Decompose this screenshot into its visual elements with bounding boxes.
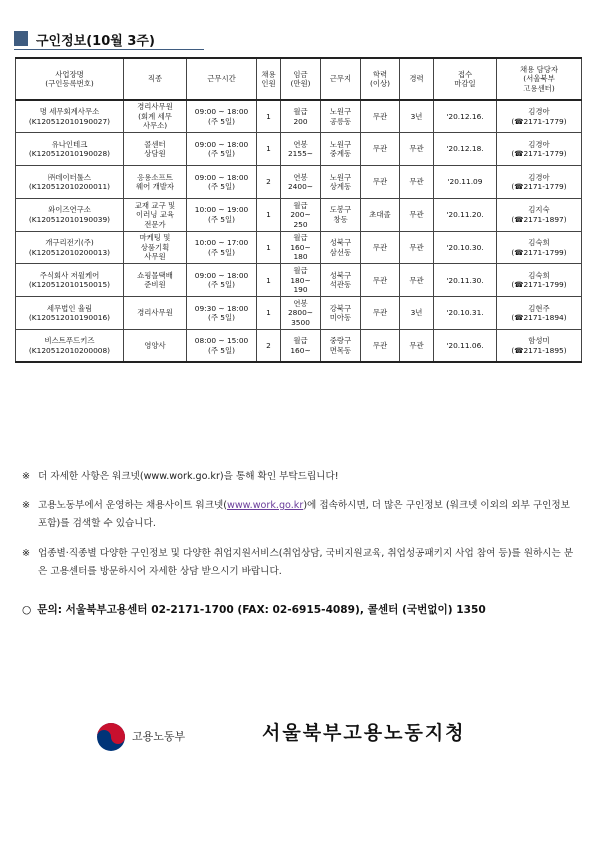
cell-work-hours: 09:00 ~ 18:00 (주 5일) bbox=[187, 100, 257, 133]
cell-job-type: 콜센터 상담원 bbox=[124, 133, 187, 166]
cell-company: 비스트푸드키즈 (K120512010200008) bbox=[16, 330, 124, 363]
cell-education: 무관 bbox=[361, 133, 400, 166]
cell-wage: 월급 160~ 180 bbox=[281, 231, 321, 264]
cell-wage: 월급 200 bbox=[281, 100, 321, 133]
cell-location: 노원구 중계동 bbox=[321, 133, 361, 166]
col-header-company: 사업장명 (구인등록번호) bbox=[16, 58, 124, 100]
cell-education: 무관 bbox=[361, 264, 400, 297]
cell-experience: 무관 bbox=[400, 231, 434, 264]
cell-job-type: 경리사무원 (회계 세무 사무소) bbox=[124, 100, 187, 133]
cell-education: 무관 bbox=[361, 297, 400, 330]
cell-company: 와이즈연구소 (K120512010190039) bbox=[16, 198, 124, 231]
contact-info bbox=[22, 602, 582, 617]
table-row bbox=[16, 264, 582, 297]
cell-experience: 무관 bbox=[400, 133, 434, 166]
col-header-education: 학력 (이상) bbox=[361, 58, 400, 100]
reference-mark: ※ bbox=[22, 548, 31, 559]
cell-location: 성북구 석관동 bbox=[321, 264, 361, 297]
cell-openings: 2 bbox=[257, 330, 281, 363]
title-square-icon bbox=[14, 31, 28, 46]
cell-company: 주식회사 저윌케어 (K120512010150015) bbox=[16, 264, 124, 297]
cell-job-type: 마케팅 및 상품기획 사무원 bbox=[124, 231, 187, 264]
cell-company: 유나인테크 (K120512010190028) bbox=[16, 133, 124, 166]
cell-deadline: '20.10.31. bbox=[434, 297, 497, 330]
cell-deadline: '20.12.18. bbox=[434, 133, 497, 166]
col-header-experience: 경력 bbox=[400, 58, 434, 100]
cell-location: 도봉구 창동 bbox=[321, 198, 361, 231]
table-row bbox=[16, 231, 582, 264]
logo-text: 고용노동부 bbox=[132, 730, 186, 743]
cell-job-type: 영양사 bbox=[124, 330, 187, 363]
job-listings-table bbox=[15, 57, 582, 363]
cell-location: 강북구 미아동 bbox=[321, 297, 361, 330]
col-header-deadline: 접수 마감일 bbox=[434, 58, 497, 100]
ministry-logo bbox=[96, 718, 226, 754]
col-header-contact: 채용 담당자 (서울북부 고용센터) bbox=[497, 58, 582, 100]
table-row bbox=[16, 166, 582, 199]
taegeuk-icon bbox=[96, 722, 126, 752]
cell-deadline: '20.12.16. bbox=[434, 100, 497, 133]
cell-work-hours: 09:00 ~ 18:00 (주 5일) bbox=[187, 264, 257, 297]
cell-location: 노원구 공릉동 bbox=[321, 100, 361, 133]
circle-bullet-icon: ○ bbox=[22, 604, 32, 616]
cell-openings: 1 bbox=[257, 100, 281, 133]
cell-deadline: '20.11.20. bbox=[434, 198, 497, 231]
table-row bbox=[16, 297, 582, 330]
cell-openings: 2 bbox=[257, 166, 281, 199]
cell-wage: 월급 200~ 250 bbox=[281, 198, 321, 231]
table-header-row bbox=[16, 58, 582, 100]
cell-experience: 무관 bbox=[400, 264, 434, 297]
col-header-location: 근무지 bbox=[321, 58, 361, 100]
cell-company: ㈜데이터툴스 (K120512010200011) bbox=[16, 166, 124, 199]
table-row bbox=[16, 330, 582, 363]
cell-openings: 1 bbox=[257, 133, 281, 166]
cell-openings: 1 bbox=[257, 198, 281, 231]
reference-mark: ※ bbox=[22, 471, 31, 482]
cell-experience: 무관 bbox=[400, 166, 434, 199]
col-header-wage: 임금 (만원) bbox=[281, 58, 321, 100]
cell-deadline: '20.10.30. bbox=[434, 231, 497, 264]
cell-openings: 1 bbox=[257, 264, 281, 297]
cell-education: 무관 bbox=[361, 330, 400, 363]
contact-text: 문의: 서울북부고용센터 02-2171-1700 (FAX: 02-6915-4089), 콜센터 (국번없이) 1350 bbox=[37, 604, 486, 616]
cell-wage: 월급 160~ bbox=[281, 330, 321, 363]
col-header-job-type: 직종 bbox=[124, 58, 187, 100]
cell-job-type: 응용소프트 웨어 개발자 bbox=[124, 166, 187, 199]
cell-job-type: 교재 교구 및 이러닝 교육 전문가 bbox=[124, 198, 187, 231]
cell-contact: 김숙희 (☎2171-1799) bbox=[497, 264, 582, 297]
col-header-work-hours: 근무시간 bbox=[187, 58, 257, 100]
cell-contact: 김경아 (☎2171-1779) bbox=[497, 100, 582, 133]
cell-education: 무관 bbox=[361, 100, 400, 133]
worknet-link-2[interactable]: www.work.go.kr bbox=[226, 500, 304, 511]
cell-contact: 함성미 (☎2171-1895) bbox=[497, 330, 582, 363]
cell-location: 성북구 삼선동 bbox=[321, 231, 361, 264]
cell-contact: 김현주 (☎2171-1894) bbox=[497, 297, 582, 330]
cell-wage: 연봉 2155~ bbox=[281, 133, 321, 166]
cell-wage: 월급 180~ 190 bbox=[281, 264, 321, 297]
cell-experience: 무관 bbox=[400, 198, 434, 231]
cell-education: 초대졸 bbox=[361, 198, 400, 231]
cell-work-hours: 09:00 ~ 18:00 (주 5일) bbox=[187, 166, 257, 199]
cell-company: 개구리전기(주) (K120512010200013) bbox=[16, 231, 124, 264]
table-row bbox=[16, 133, 582, 166]
cell-company: 명 세무회계사무소 (K120512010190027) bbox=[16, 100, 124, 133]
cell-company: 세무법인 율림 (K120512010190016) bbox=[16, 297, 124, 330]
cell-experience: 3년 bbox=[400, 100, 434, 133]
col-header-openings: 채용 인원 bbox=[257, 58, 281, 100]
cell-work-hours: 08:00 ~ 15:00 (주 5일) bbox=[187, 330, 257, 363]
note-3: ※ 업종별·직종별 다양한 구인정보 및 다양한 취업지원서비스(취업상담, 국비지원교육, 취업성공패키지 사업 참여 등)를 원하시는 분은 고용센터를 방문하시어 자세한 상담 받으시기 바랍니다. bbox=[22, 545, 574, 581]
cell-wage: 연봉 2400~ bbox=[281, 166, 321, 199]
cell-work-hours: 10:00 ~ 17:00 (주 5일) bbox=[187, 231, 257, 264]
cell-location: 중랑구 면목동 bbox=[321, 330, 361, 363]
cell-work-hours: 10:00 ~ 19:00 (주 5일) bbox=[187, 198, 257, 231]
cell-openings: 1 bbox=[257, 231, 281, 264]
cell-job-type: 경리사무원 bbox=[124, 297, 187, 330]
cell-openings: 1 bbox=[257, 297, 281, 330]
cell-contact: 김경아 (☎2171-1779) bbox=[497, 133, 582, 166]
cell-contact: 김지숙 (☎2171-1897) bbox=[497, 198, 582, 231]
page-title-block bbox=[14, 30, 204, 50]
cell-work-hours: 09:30 ~ 18:00 (주 5일) bbox=[187, 297, 257, 330]
office-name: 서울북부고용노동지청 bbox=[262, 722, 466, 744]
cell-deadline: '20.11.09 bbox=[434, 166, 497, 199]
cell-experience: 무관 bbox=[400, 330, 434, 363]
cell-education: 무관 bbox=[361, 231, 400, 264]
page-title: 구인정보(10월 3주) bbox=[36, 34, 155, 49]
cell-deadline: '20.11.06. bbox=[434, 330, 497, 363]
cell-location: 노원구 상계동 bbox=[321, 166, 361, 199]
note-2: ※ 고용노동부에서 운영하는 채용사이트 워크넷(www.work.go.kr)에 접속하시면, 더 많은 구인정보 (워크넷 이외의 외부 구인정보 포함)를 검색할 수 있습니다. bbox=[22, 497, 574, 533]
cell-work-hours: 09:00 ~ 18:00 (주 5일) bbox=[187, 133, 257, 166]
cell-contact: 김숙희 (☎2171-1799) bbox=[497, 231, 582, 264]
cell-experience: 3년 bbox=[400, 297, 434, 330]
cell-wage: 연봉 2800~ 3500 bbox=[281, 297, 321, 330]
table-row bbox=[16, 198, 582, 231]
cell-deadline: '20.11.30. bbox=[434, 264, 497, 297]
reference-mark: ※ bbox=[22, 500, 31, 511]
cell-job-type: 쇼핑몰택배 준비원 bbox=[124, 264, 187, 297]
title-underline bbox=[14, 49, 204, 50]
note-1: ※ 더 자세한 사항은 워크넷(www.work.go.kr)을 통해 확인 부탁드립니다! bbox=[22, 468, 574, 486]
cell-education: 무관 bbox=[361, 166, 400, 199]
cell-contact: 김경아 (☎2171-1779) bbox=[497, 166, 582, 199]
worknet-link-1[interactable]: www.work.go.kr bbox=[143, 471, 220, 482]
table-row bbox=[16, 100, 582, 133]
